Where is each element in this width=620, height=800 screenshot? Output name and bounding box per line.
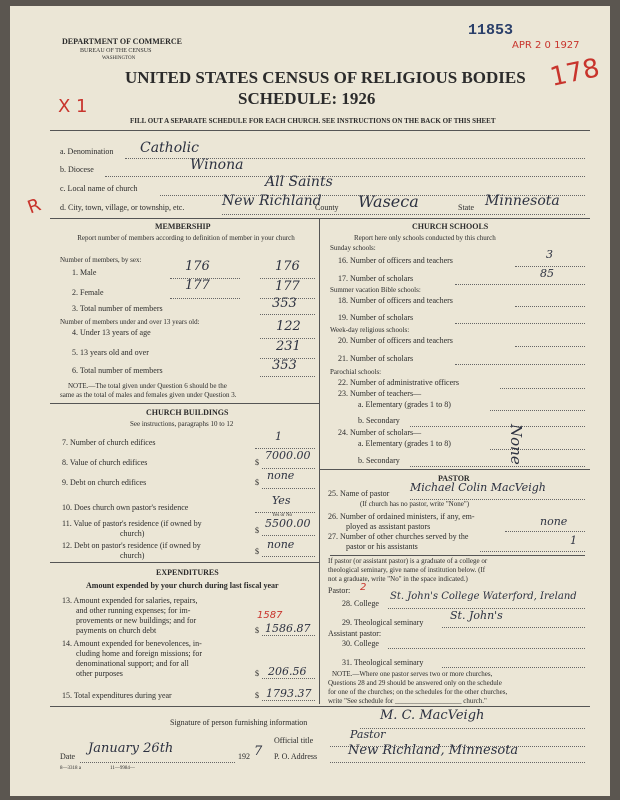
census-schedule-sheet [10, 6, 610, 796]
value-official-title: Pastor [350, 728, 386, 741]
schools-weekday: Week-day religious schools: [330, 326, 410, 334]
value-value-residence: 5500.00 [265, 517, 311, 530]
dollar-sign: $ [255, 547, 259, 556]
value-male-b: 176 [275, 259, 300, 274]
value-total-3: 353 [272, 296, 297, 311]
form-number-2: 11—9984— [110, 766, 135, 771]
label-teachers-secondary: b. Secondary [358, 416, 400, 425]
value-female-b: 177 [275, 279, 300, 294]
label-signature: Signature of person furnishing information [170, 718, 308, 727]
expenditures-heading: EXPENDITURES [156, 568, 219, 577]
label-diocese: b. Diocese [60, 165, 94, 174]
red-annotation-178: 178 [547, 53, 603, 93]
value-diocese: Winona [190, 157, 244, 173]
dollar-sign: $ [255, 626, 259, 635]
stamp-number: 11853 [468, 22, 514, 39]
value-seminary-29: St. John's [450, 609, 503, 622]
membership-note2a: NOTE.—The total given under Question 6 should be the [68, 382, 227, 390]
label-other-churches-1: 27. Number of other churches served by the [328, 532, 469, 541]
label-county: County [315, 203, 339, 212]
label-salaries-3: provements or new buildings; and for [76, 616, 197, 625]
label-scholars-secondary: b. Secondary [358, 456, 400, 465]
value-debt-edifices: none [267, 469, 295, 482]
dept-line2: BUREAU OF THE CENSUS [80, 48, 152, 54]
membership-note2b: same as the total of males and females given under Question 3. [60, 391, 237, 399]
label-total-members-6: 6. Total number of members [72, 366, 163, 375]
label-other-churches-2: pastor or his assistants [346, 542, 418, 551]
label-benevolences-3: denominational support; and for all [76, 659, 189, 668]
value-pastor-name: Michael Colin MacVeigh [410, 481, 546, 494]
schools-sunday: Sunday schools: [330, 244, 376, 252]
label-salaries-4: payments on church debt [76, 626, 157, 635]
value-salaries: 1586.87 [265, 622, 311, 635]
label-13-over: 5. 13 years old and over [72, 348, 149, 357]
label-summer-scholars: 19. Number of scholars [338, 313, 414, 322]
yes-no-hint: Yes or No [272, 513, 293, 518]
label-scholars-elementary: a. Elementary (grades 1 to 8) [358, 439, 451, 448]
membership-note: Report number of members according to definition of member in your church [77, 234, 295, 242]
dept-line3: WASHINGTON [102, 56, 136, 61]
membership-heading: MEMBERSHIP [155, 222, 211, 231]
label-value-residence-2: church) [120, 529, 145, 538]
dollar-sign: $ [255, 458, 259, 467]
label-teachers-elementary: a. Elementary (grades 1 to 8) [358, 400, 451, 409]
label-benevolences-2: cluding home and foreign missions; for [76, 649, 202, 658]
label-local-name: c. Local name of church [60, 184, 138, 193]
stamp-date: APR 2 0 1927 [512, 40, 580, 51]
label-salaries-2: and other running expenses; for im- [76, 606, 191, 615]
label-po-address: P. O. Address [274, 752, 318, 761]
label-church-edifices: 7. Number of church edifices [62, 438, 156, 447]
value-college-28: St. John's College Waterford, Ireland [390, 591, 577, 602]
pastor-note-1: NOTE.—Where one pastor serves two or more churches, [332, 670, 493, 678]
label-debt-residence-2: church) [120, 551, 145, 560]
schools-summer: Summer vacation Bible schools: [330, 286, 421, 294]
label-benevolences-1: 14. Amount expended for benevolences, in- [62, 639, 202, 648]
label-college-30: 30. College [342, 639, 379, 648]
value-year: 7 [254, 744, 263, 759]
form-number-1: 8—3318 a [60, 766, 81, 771]
grad-note-2: theological seminary, give name of institution below. (If [328, 566, 486, 574]
label-benevolences-4: other purposes [76, 669, 123, 678]
label-assistant: Assistant pastor: [328, 629, 382, 638]
label-ordained-1: 26. Number of ordained ministers, if any, em- [328, 512, 475, 521]
label-debt-residence: 12. Debt on pastor's residence (if owned by [62, 541, 201, 550]
buildings-note: See instructions, paragraphs 10 to 12 [130, 420, 234, 428]
dept-line1: DEPARTMENT OF COMMERCE [62, 37, 183, 46]
label-male: 1. Male [72, 268, 97, 277]
label-value-residence: 11. Value of pastor's residence (if owned by [62, 519, 202, 528]
form-instructions: FILL OUT A SEPARATE SCHEDULE FOR EACH CHURCH. SEE INSTRUCTIONS ON THE BACK OF THIS SHEET [130, 117, 496, 125]
label-ordained-2: ployed as assistant pastors [346, 522, 431, 531]
value-county: Waseca [358, 192, 419, 211]
label-college-28: 28. College [342, 599, 379, 608]
value-city: New Richland [222, 193, 322, 209]
label-female: 2. Female [72, 288, 104, 297]
schools-parochial: Parochial schools: [330, 368, 382, 376]
label-admin-officers: 22. Number of administrative officers [338, 378, 459, 387]
buildings-heading: CHURCH BUILDINGS [146, 408, 229, 417]
value-male-a: 176 [185, 259, 210, 274]
value-denomination: Catholic [140, 140, 199, 156]
form-title: UNITED STATES CENSUS OF RELIGIOUS BODIES [125, 68, 526, 87]
value-debt-residence: none [267, 538, 295, 551]
pastor-note-2: Questions 28 and 29 should be answered only on the schedule [328, 679, 502, 687]
red-annotation-r: R [24, 194, 44, 219]
value-local-name: All Saints [265, 174, 333, 190]
value-value-edifices: 7000.00 [265, 449, 311, 462]
value-under-13: 122 [276, 319, 301, 334]
value-parochial-none: None [507, 424, 525, 465]
value-female-a: 177 [185, 278, 210, 293]
label-pastor-name: 25. Name of pastor [328, 489, 390, 498]
value-state: Minnesota [485, 193, 560, 209]
value-other-churches: 1 [570, 534, 577, 547]
red-annotation-1587: 1587 [257, 610, 283, 621]
label-salaries-1: 13. Amount expended for salaries, repairs, [62, 596, 198, 605]
label-state: State [458, 203, 474, 212]
label-teachers: 23. Number of teachers— [338, 389, 422, 398]
label-weekday-teachers: 20. Number of officers and teachers [338, 336, 453, 345]
value-church-edifices: 1 [275, 430, 282, 443]
label-scholars: 24. Number of scholars— [338, 428, 422, 437]
value-signature: M. C. MacVeigh [380, 708, 485, 723]
value-po-address: New Richland, Minnesota [348, 743, 519, 758]
label-denomination: a. Denomination [60, 147, 114, 156]
value-benevolences: 206.56 [268, 665, 307, 678]
schools-heading: CHURCH SCHOOLS [412, 222, 489, 231]
label-city: d. City, town, village, or township, etc. [60, 203, 185, 212]
grad-note-3: not a graduate, write "No" in the space indicated.) [328, 575, 468, 583]
dollar-sign: $ [255, 691, 259, 700]
expenditures-note: Amount expended by your church during last fiscal year [86, 581, 279, 590]
value-total-6: 353 [272, 358, 297, 373]
label-year-prefix: 192 [238, 752, 250, 761]
label-total-members-3: 3. Total number of members [72, 304, 163, 313]
value-sunday-scholars: 85 [540, 267, 554, 280]
label-pastor: Pastor: [328, 586, 351, 595]
label-official-title: Official title [274, 736, 314, 745]
schools-note: Report here only schools conducted by this church [354, 234, 496, 242]
label-date: Date [60, 752, 76, 761]
dollar-sign: $ [255, 478, 259, 487]
value-ordained: none [540, 515, 568, 528]
form-subtitle: SCHEDULE: 1926 [238, 89, 376, 108]
label-under-13: 4. Under 13 years of age [72, 328, 151, 337]
label-seminary-29: 29. Theological seminary [342, 618, 424, 627]
pastor-note-3: for one of the churches; on the schedules for the other churches, [328, 688, 508, 696]
pastor-none-note: (If church has no pastor, write "None") [360, 500, 470, 508]
value-sunday-teachers: 3 [546, 248, 553, 261]
label-total-expenditures: 15. Total expenditures during year [62, 691, 172, 700]
label-seminary-31: 31. Theological seminary [342, 658, 424, 667]
red-annotation-x1: X 1 [58, 96, 88, 117]
value-total-expenditures: 1793.37 [266, 687, 312, 700]
label-sunday-scholars: 17. Number of scholars [338, 274, 414, 283]
grad-note-1: If pastor (or assistant pastor) is a graduate of a college or [328, 557, 488, 565]
membership-by-sex: Number of members, by sex: [60, 256, 142, 264]
dollar-sign: $ [255, 526, 259, 535]
label-sunday-teachers: 16. Number of officers and teachers [338, 256, 453, 265]
value-date: January 26th [88, 741, 174, 756]
label-debt-edifices: 9. Debt on church edifices [62, 478, 147, 487]
label-owns-residence: 10. Does church own pastor's residence [62, 503, 189, 512]
label-summer-teachers: 18. Number of officers and teachers [338, 296, 453, 305]
red-annotation-2: 2 [360, 582, 367, 593]
pastor-heading: PASTOR [438, 474, 470, 483]
value-13-over: 231 [276, 339, 301, 354]
membership-under-over: Number of members under and over 13 years old: [60, 318, 200, 326]
label-weekday-scholars: 21. Number of scholars [338, 354, 414, 363]
dollar-sign: $ [255, 669, 259, 678]
label-value-edifices: 8. Value of church edifices [62, 458, 148, 467]
pastor-note-4: write "See schedule for ___________________ church." [328, 697, 487, 705]
value-owns-residence: Yes [272, 494, 291, 507]
